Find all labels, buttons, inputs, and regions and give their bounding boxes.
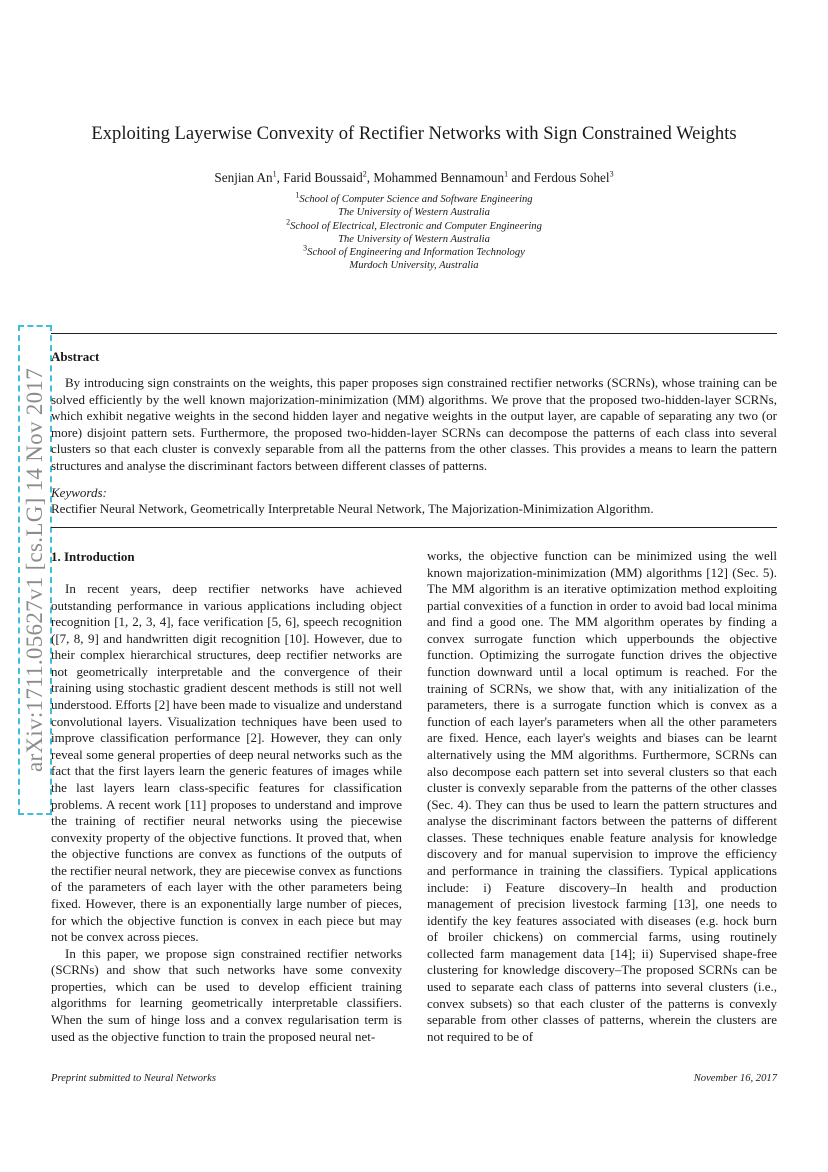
affiliation-institution: The University of Western Australia [338, 233, 490, 245]
author-affil-mark: 1 [504, 169, 509, 179]
footer-journal: Preprint submitted to Neural Networks [51, 1073, 216, 1084]
paragraph: works, the objective function can be minimized using the well known majorization-minimization (MM) algorithms [12] (Sec. 5). The MM algorithm is an iterative optimization method exploiting partial convexities of a function in order to avoid bad local minima and find a good one. The MM algorithm operates by finding a convex surrogate function which upperbounds the objective function. Optimizing the surrogate function drives the objective function downward until a local optimum is reached. For the training of SCRNs, we show that, with any initialization of the parameters, there is a surrogate function which is convex as a function of each layer's parameters when all the other parameters are fixed. Hence, each layer's weights and biases can be learnt alternatively using the MM algorithms. Furthermore, SCRNs can also decompose each pattern set into several clusters so that each cluster is convexly separable from the patterns of the other classes (Sec. 4). They can thus be used to learn the pattern structures and analyse the discriminant factors between the patterns of different classes. These techniques enable feature analysis for knowledge discovery and for manual supervision to improve the efficiency and performance in training the classifiers. Typical applications include: i) Feature discovery–In health and production management of precision livestock farming [13], one needs to identify the key features associated with diseases (e.g. hock burn of broiler chickens) on commercial farms, using routinely collected farm management data [14]; ii) Supervised shape-free clustering for knowledge discovery–The proposed SCRNs can be used to separate each class of patterns into several clusters (i.e., convex subsets) so that each cluster of the patterns is convexly separable from other classes of patterns, wherein the clusters are not required to be of [427, 548, 777, 1044]
affiliation-name: School of Engineering and Information Technology [307, 247, 525, 259]
affiliation-institution: Murdoch University, Australia [349, 260, 479, 272]
abstract-text: By introducing sign constraints on the weights, this paper proposes sign constrained rectifier networks (SCRNs), whose training can be solved efficiently by the well known majorization-minimization (MM) algorithms. We prove that the proposed two-hidden-layer SCRNs, which exhibit negative weights in the second hidden layer and negative weights in the output layer, are capable of separating any two (or more) disjoint pattern sets. Furthermore, the proposed two-hidden-layer SCRNs can decompose the patterns of each class into several clusters so that each cluster is convexly separable from all the patterns from the other classes. This provides a means to learn the pattern structures and analyse the discriminant factors between different classes of patterns. [51, 375, 777, 473]
affiliation [0, 190, 828, 206]
right-column [427, 548, 777, 1045]
paragraph: In this paper, we propose sign constrained rectifier networks (SCRNs) and show that such networks have some convexity properties, which can be used to develop efficient training algorithms for learning geometrically interpretable classifiers. When the sum of hinge loss and a convex regularisation term is used as the objective function to train the proposed neural net- [51, 945, 402, 1044]
arxiv-identifier: arXiv:1711.05627v1 [cs.LG] 14 Nov 2017 [22, 367, 47, 773]
affiliation-institution: The University of Western Australia [338, 207, 490, 219]
affiliation [0, 217, 828, 233]
horizontal-rule [51, 333, 777, 334]
author-list [0, 170, 828, 186]
paragraph: In recent years, deep rectifier networks have achieved outstanding performance in various applications including object recognition [1, 2, 3, 4], face verification [5, 6], speech recognition ([7, 8, 9] and handwritten digit recognition [10]. However, due to their complex hierarchical structures, deep rectifier networks are not geometrically interpretable and the convergence of their training using stochastic gradient descent methods is still not well understood. Efforts [2] have been made to visualize and understand convolutional layers. Visualization techniques have been used to improve classification performance [2]. However, they can only reveal some general properties of deep neural networks such as the fact that the first layers learn the generic features of images while the last layers learn class-specific features for classification problems. A recent work [11] proposes to understand and improve the training of rectifier neural networks using the piecewise convexity property of the objective functions. It proved that, when the objective functions are convex as functions of the outputs of the rectifier neural network, they are piecewise convex as functions of the parameters of each layer with the other parameters being fixed. However, there is an exponentially large number of pieces, for which the objective function is convex in each piece but may not be convex across pieces. [51, 581, 402, 945]
author-affil-mark: 2 [362, 169, 367, 179]
keywords-heading: Keywords: [51, 485, 107, 500]
affiliation-mark: 2 [286, 217, 291, 227]
affiliation-mark: 1 [295, 190, 300, 200]
author: Senjian An [214, 170, 273, 185]
author-separator: and [508, 170, 534, 185]
author: Ferdous Sohel [533, 170, 610, 185]
affiliations [0, 190, 828, 273]
affiliation-name: School of Computer Science and Software Engineering [299, 194, 533, 205]
author-separator: , [276, 170, 284, 185]
footer-date: November 16, 2017 [693, 1073, 777, 1084]
author: Farid Boussaid [283, 170, 363, 185]
affiliation-name: School of Electrical, Electronic and Computer Engineering [290, 220, 542, 232]
horizontal-rule [51, 527, 777, 528]
keywords-text: Rectifier Neural Network, Geometrically Interpretable Neural Network, The Majorization-Minimization Algorithm. [51, 501, 654, 516]
arxiv-stamp [18, 325, 52, 815]
affiliation [0, 243, 828, 259]
author: Mohammed Bennamoun [373, 170, 505, 185]
section-heading: 1. Introduction [51, 549, 135, 564]
author-affil-mark: 1 [272, 169, 277, 179]
affiliation-mark: 3 [303, 243, 308, 253]
abstract-heading: Abstract [51, 349, 100, 364]
author-affil-mark: 3 [609, 169, 614, 179]
paper-title: Exploiting Layerwise Convexity of Rectifier Networks with Sign Constrained Weights [91, 123, 737, 144]
left-column [51, 581, 402, 1045]
author-separator: , [366, 170, 374, 185]
